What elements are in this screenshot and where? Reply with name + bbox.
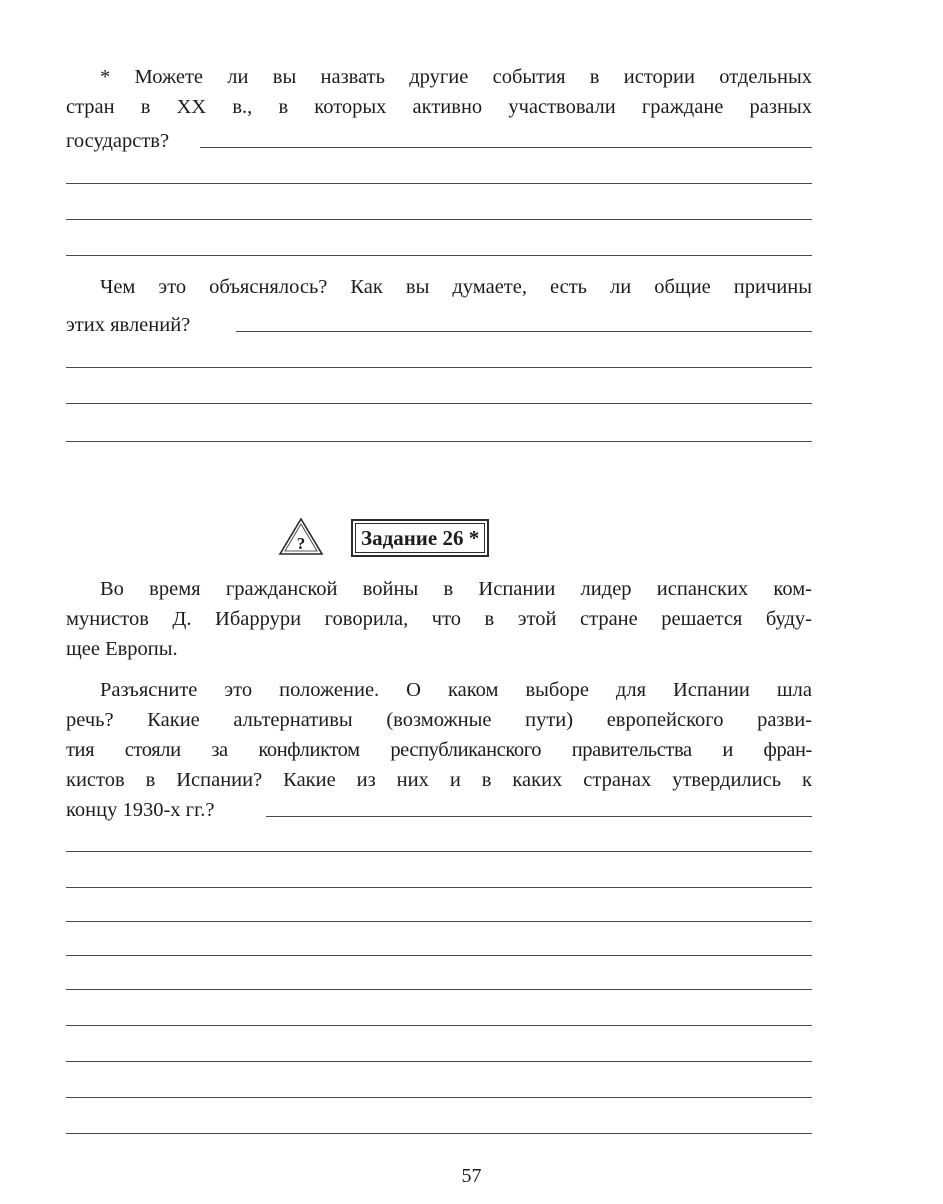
question-line-3: тия стояли за конфликтом республиканского правительства и фран- [66, 739, 812, 761]
question-line-2: речь? Какие альтернативы (возможные пути) европейского разви- [66, 709, 812, 731]
question-line-5: концу 1930-х гг.? [66, 799, 215, 821]
task-title: Задание 26 * [351, 519, 489, 557]
answer-line[interactable] [66, 367, 812, 368]
block2-line-1: Чем это объяснялось? Как вы думаете, есть ли общие причины [100, 276, 812, 298]
intro-line-3: щее Европы. [66, 638, 178, 660]
block1-line-2: стран в XX в., в которых активно участвовали граждане разных [66, 96, 812, 118]
intro-line-1: Во время гражданской войны в Испании лидер испанских ком- [100, 578, 812, 600]
answer-line[interactable] [66, 851, 812, 852]
intro-line-2: мунистов Д. Ибаррури говорила, что в этой стране решается буду- [66, 608, 812, 630]
answer-line[interactable] [66, 887, 812, 888]
answer-line[interactable] [266, 816, 812, 817]
answer-line[interactable] [66, 441, 812, 442]
answer-line[interactable] [200, 147, 812, 148]
answer-line[interactable] [66, 1133, 812, 1134]
block2-line-2: этих явлений? [66, 314, 191, 336]
block1-line-1: * Можете ли вы назвать другие события в истории отдельных [100, 66, 812, 88]
question-mark: ? [296, 534, 306, 553]
answer-line[interactable] [66, 955, 812, 956]
answer-line[interactable] [66, 255, 812, 256]
answer-line[interactable] [236, 331, 812, 332]
answer-line[interactable] [66, 921, 812, 922]
answer-line[interactable] [66, 1025, 812, 1026]
answer-line[interactable] [66, 1061, 812, 1062]
question-line-1: Разъясните это положение. О каком выборе для Испании шла [100, 679, 812, 701]
answer-line[interactable] [66, 1097, 812, 1098]
question-triangle-icon [278, 516, 324, 556]
page-number: 57 [461, 1165, 482, 1187]
answer-line[interactable] [66, 183, 812, 184]
answer-line[interactable] [66, 219, 812, 220]
answer-line[interactable] [66, 403, 812, 404]
block1-line-3: государств? [66, 130, 170, 152]
question-line-4: кистов в Испании? Какие из них и в каких странах утвердились к [66, 769, 812, 791]
answer-line[interactable] [66, 989, 812, 990]
